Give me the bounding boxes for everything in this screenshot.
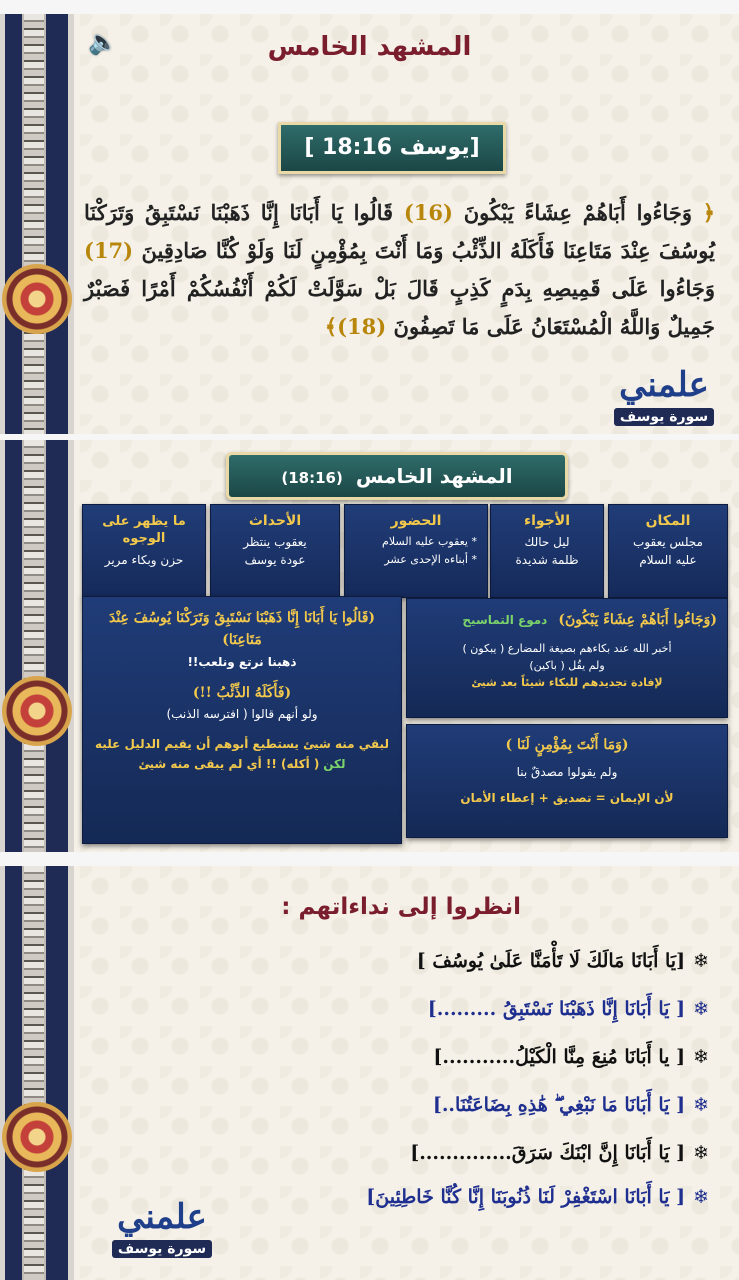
- chain-ornament: [24, 866, 44, 1280]
- explanation-text: [83, 757, 401, 771]
- ayah-close-bracket: ﴾: [324, 314, 338, 339]
- card-heading: ما يظهر على الوجوه: [102, 514, 186, 546]
- snowflake-icon: ❄: [693, 1142, 709, 1164]
- scene-reference: (18:16): [281, 469, 343, 487]
- card-heading: الحضور: [390, 513, 442, 529]
- card-text: يعقوب ينتظر: [243, 535, 307, 549]
- chain-ornament: [24, 440, 44, 852]
- slide-1: [0, 14, 739, 434]
- verse-number-17: (17): [84, 238, 134, 263]
- decorative-strip: [0, 866, 74, 1280]
- ayah-part-2: قَالُوا يَا أَبَانَا إِنَّا ذَهَبْنَا نَسْتَبِقُ وَتَرَكْنَا يُوسُفَ عِنْدَ مَتَاعِنَا فَأَكَلَهُ الذِّئْبُ وَمَا أَنْتَ بِمُؤْمِنٍ لَنَا وَلَوْ كُنَّا صَادِقِينَ: [84, 200, 716, 263]
- explanation-text: لبقي منه شيئ يستطيع أبوهم أن يقيم الدليل عليه: [95, 737, 389, 751]
- scene-title-banner: [226, 452, 568, 500]
- rosette-icon: [2, 264, 72, 334]
- card-heading: الأحداث: [248, 513, 302, 529]
- snowflake-icon: ❄: [693, 950, 709, 972]
- call-text: [يَا أَبَانَا مَالَكَ لَا تَأْمَنَّا عَلَىٰ يُوسُفَ ]: [416, 950, 686, 972]
- call-text: [ يَا أَبَانَا مَا نَبْغِي ۖ هَٰذِهِ بِضَاعَتُنَا..]: [432, 1094, 686, 1116]
- decorative-strip: [0, 440, 74, 852]
- logo: [92, 1196, 232, 1262]
- slide-2: [0, 440, 739, 852]
- logo-main-text: علمني: [619, 365, 709, 405]
- explanation-text: ولم يقُل ( باكين): [529, 659, 605, 672]
- verse-reference-banner: [يوسف 18:16 ]: [278, 122, 506, 174]
- page-title: المشهد الخامس: [267, 32, 472, 62]
- call-line: [417, 950, 709, 972]
- scene-title: المشهد الخامس: [355, 464, 513, 488]
- explanation-text: ولو أنهم قالوا ( افترسه الذنب): [166, 707, 318, 721]
- quran-quote: (وَمَا أَنْتَ بِمُؤْمِنٍ لَنَا ): [505, 737, 629, 753]
- explanation-text: ( أكله) !! أي لم يبقى منه شيئ: [138, 757, 320, 771]
- card-atmosphere: [490, 504, 604, 598]
- slide-3: [0, 866, 739, 1280]
- chain-ornament: [24, 14, 44, 434]
- card-text: * يعقوب عليه السلام: [382, 535, 477, 548]
- ayah-part-1: وَجَاءُوا أَبَاهُمْ عِشَاءً يَبْكُونَ: [463, 200, 692, 225]
- call-line: [366, 1186, 709, 1208]
- call-text: [ يَا أَبَانَا إِنَّ ابْنَكَ سَرَقَ..............]: [410, 1142, 686, 1164]
- logo: [594, 364, 734, 430]
- call-text: [ يا أَبَانَا مُنِعَ مِنَّا الْكَيْلُ...........]: [433, 1046, 686, 1068]
- explanation-text: ولم يقولوا مصدقٌ بنا: [516, 765, 618, 779]
- card-heading: الأجواء: [523, 513, 571, 529]
- rosette-icon: [2, 1102, 72, 1172]
- card-heading: المكان: [645, 513, 691, 529]
- card-text: * أبناءه الإحدى عشر: [384, 553, 477, 566]
- explanation-panel-left: [82, 596, 402, 844]
- card-attendees: [344, 504, 488, 598]
- logo-sub-text: سورة يوسف: [614, 408, 714, 426]
- call-line: [433, 1046, 709, 1068]
- quran-quote: (وَجَاءُوا أَبَاهُمْ عِشَاءً يَبْكُونَ): [558, 612, 717, 628]
- card-faces: [82, 504, 206, 598]
- call-text: [ يَا أَبَانَا اسْتَغْفِرْ لَنَا ذُنُوبَنَا إِنَّا كُنَّا خَاطِئِينَ]: [366, 1186, 686, 1208]
- speaker-icon[interactable]: 🔈: [88, 28, 118, 56]
- explanation-text: أخبر الله عند بكاءهم بصيغة المضارع ( يبكون ): [462, 642, 672, 655]
- highlight-tag: دموع التماسيح: [462, 613, 548, 627]
- ayah-text: [84, 194, 715, 346]
- quran-quote: (قَالُوا يَا أَبَانَا إِنَّا ذَهَبْنَا نَسْتَبِقُ وَتَرَكْنَا يُوسُفَ عِنْدَ مَتَاعِنَا): [108, 610, 376, 648]
- snowflake-icon: ❄: [693, 998, 709, 1020]
- call-line: [433, 1094, 709, 1116]
- snowflake-icon: ❄: [693, 1046, 709, 1068]
- call-line: [428, 998, 709, 1020]
- card-text: حزن وبكاء مرير: [104, 553, 184, 567]
- card-text: عودة يوسف: [244, 553, 306, 567]
- ayah-open-bracket: ﴿: [702, 200, 716, 225]
- explanation-text: لأن الإيمان = تصديق + إعطاء الأمان: [460, 791, 674, 805]
- quran-quote: (فَأَكَلَهُ الذِّئْبُ !!): [192, 685, 292, 701]
- explanation-text: ذهبنا نرتع ونلعب!!: [187, 655, 297, 669]
- highlight-word: لكن: [323, 757, 346, 771]
- logo-sub-text: سورة يوسف: [112, 1240, 212, 1258]
- card-events: [210, 504, 340, 598]
- explanation-panel-right-bottom: [406, 724, 728, 838]
- snowflake-icon: ❄: [693, 1094, 709, 1116]
- page-title: انظروا إلى نداءاتهم :: [281, 894, 521, 920]
- verse-number-18: (18): [337, 314, 387, 339]
- explanation-text: لإفادة تجديدهم للبكاء شيئاً بعد شيئ: [471, 676, 663, 689]
- ayah-part-3: وَجَاءُوا عَلَى قَمِيصِهِ بِدَمٍ كَذِبٍ قَالَ بَلْ سَوَّلَتْ لَكُمْ أَنْفُسُكُمْ أَمْرًا فَصَبْرٌ جَمِيلٌ وَاللَّهُ الْمُسْتَعَانُ عَلَى مَا تَصِفُونَ: [84, 276, 715, 339]
- verse-number-16: (16): [403, 200, 453, 225]
- card-text: مجلس يعقوب: [633, 535, 703, 549]
- card-text: ليل حالك: [524, 535, 570, 549]
- call-line: [410, 1142, 709, 1164]
- card-text: عليه السلام: [639, 553, 697, 567]
- card-place: [608, 504, 728, 598]
- card-text: ظلمة شديدة: [515, 553, 579, 567]
- snowflake-icon: ❄: [693, 1186, 709, 1208]
- explanation-panel-right-top: [406, 598, 728, 718]
- decorative-strip: [0, 14, 74, 434]
- call-text: [ يَا أَبَانَا إِنَّا ذَهَبْنَا نَسْتَبِقُ .........]: [427, 998, 686, 1020]
- rosette-icon: [2, 676, 72, 746]
- logo-main-text: علمني: [117, 1197, 207, 1237]
